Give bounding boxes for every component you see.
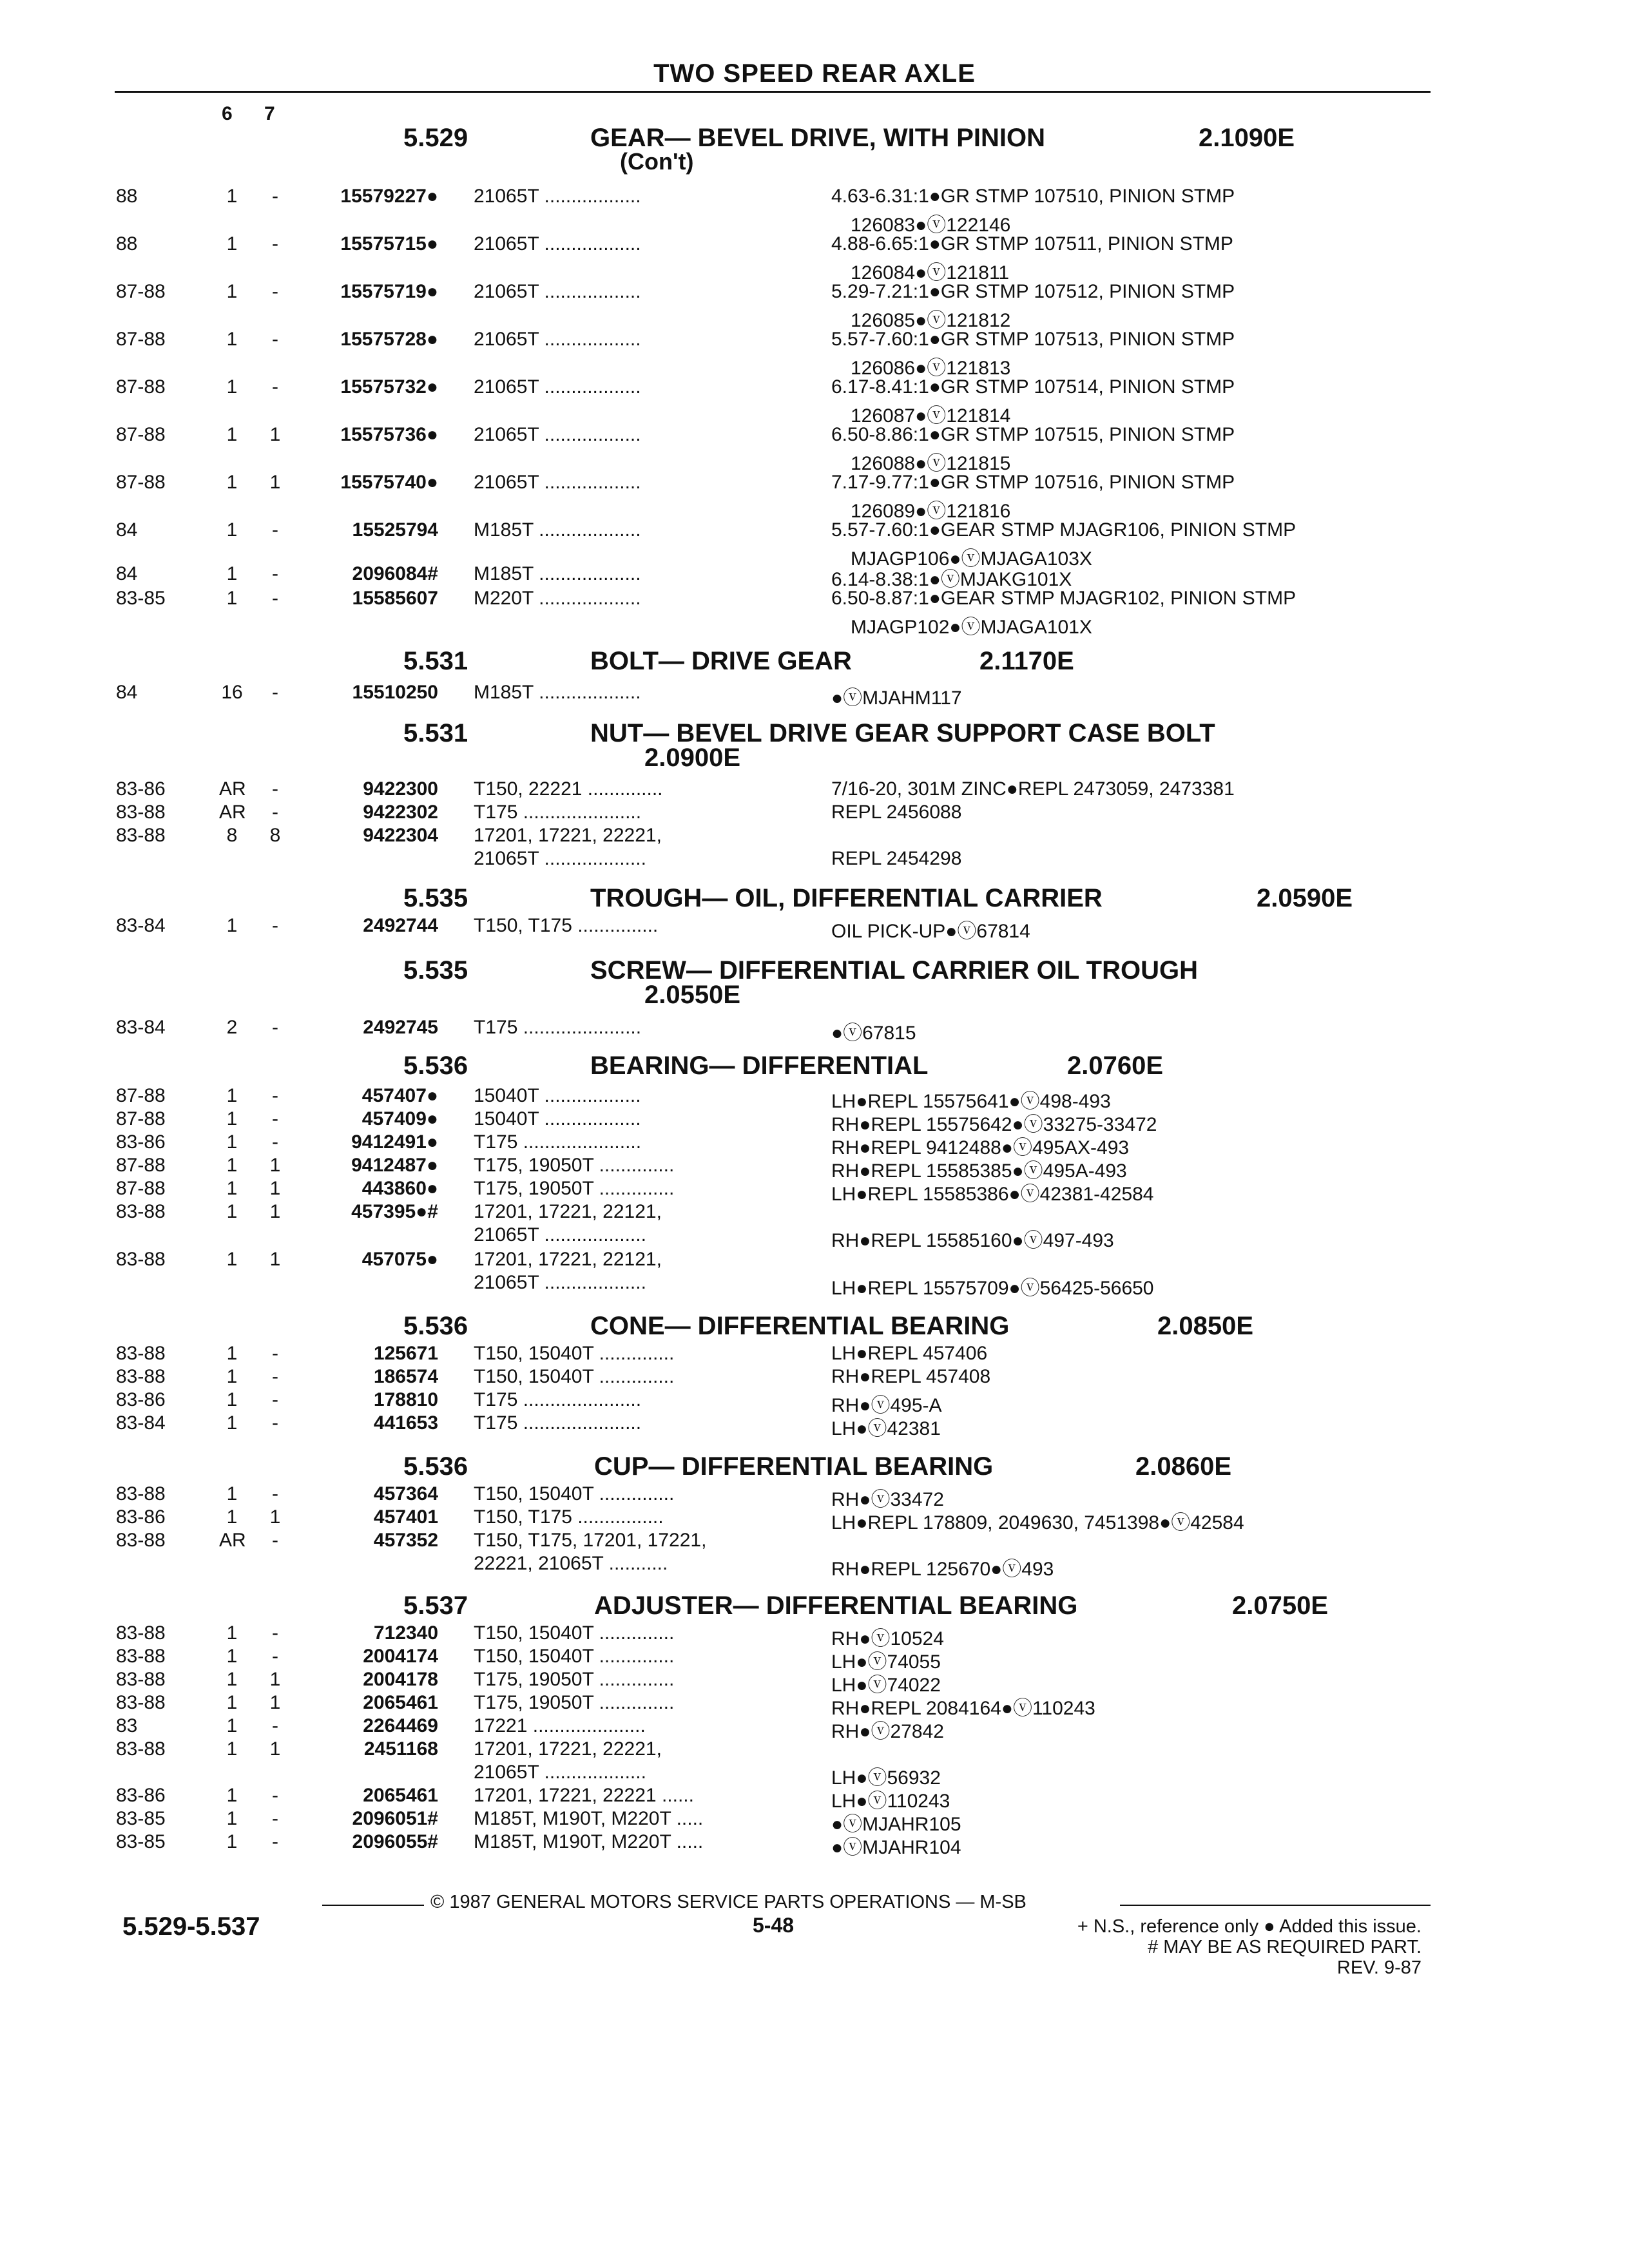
qty-7: -	[272, 1715, 278, 1736]
model-usage: 21065T ...................	[474, 848, 646, 869]
column-header-6: 6	[222, 103, 233, 124]
description: ●ⓥ67815	[831, 1023, 916, 1044]
model-year: 87-88	[116, 472, 166, 493]
part-number: 2004174	[363, 1646, 438, 1667]
qty-7: 1	[269, 1669, 281, 1690]
section-number: 5.529	[403, 124, 468, 152]
qty-7: -	[272, 1085, 278, 1106]
qty-6: 1	[226, 1155, 238, 1176]
description: RH●REPL 15575642●ⓥ33275-33472	[831, 1114, 1157, 1135]
section-number: 5.537	[403, 1591, 468, 1620]
section-code: 2.0750E	[1232, 1591, 1329, 1620]
model-usage: T150, T175 ...............	[474, 915, 659, 936]
qty-7: 1	[269, 1738, 281, 1760]
description: RH●REPL 9412488●ⓥ495AX-493	[831, 1137, 1130, 1158]
qty-6: 1	[226, 519, 238, 541]
footer-copyright: © 1987 GENERAL MOTORS SERVICE PARTS OPERATIONS — M-SB	[430, 1892, 1027, 1912]
part-number: 15585607	[352, 588, 438, 609]
qty-7: 1	[269, 1155, 281, 1176]
description-continued: 126083●ⓥ122146	[851, 215, 1011, 236]
description: REPL 2456088	[831, 802, 962, 823]
part-number: 9412491●	[351, 1131, 438, 1153]
model-usage: M220T ...................	[474, 588, 641, 609]
part-number: 2492745	[363, 1017, 438, 1038]
header-rule	[115, 91, 1431, 93]
qty-6: 2	[226, 1017, 238, 1038]
description: 4.88-6.65:1●GR STMP 107511, PINION STMP	[831, 233, 1233, 255]
qty-7: -	[272, 1108, 278, 1129]
model-usage: T150, 22221 ..............	[474, 778, 663, 800]
description: LH●ⓥ42381	[831, 1418, 941, 1439]
qty-7: -	[272, 1366, 278, 1387]
qty-7: -	[272, 1808, 278, 1829]
description: RH●REPL 2084164●ⓥ110243	[831, 1698, 1095, 1719]
footer-rule-right	[1120, 1905, 1431, 1906]
model-usage: 21065T ..................	[474, 472, 641, 493]
qty-6: 1	[226, 1201, 238, 1222]
model-usage: T175, 19050T ..............	[474, 1692, 675, 1713]
footer-revision: REV. 9-87	[1336, 1957, 1422, 1978]
description: 5.57-7.60:1●GEAR STMP MJAGR106, PINION STMP	[831, 519, 1296, 541]
footer-note-added: + N.S., reference only ● Added this issue.	[1077, 1916, 1422, 1937]
model-year: 83-88	[116, 1692, 166, 1713]
qty-6: 1	[226, 1085, 238, 1106]
model-year: 83-88	[116, 1343, 166, 1364]
model-year: 88	[116, 233, 138, 255]
model-year: 83-84	[116, 1412, 166, 1434]
model-year: 83-88	[116, 825, 166, 846]
part-number: 15510250	[352, 682, 438, 703]
qty-7: 8	[269, 825, 281, 846]
model-year: 84	[116, 519, 138, 541]
part-number: 15575732●	[340, 376, 438, 398]
qty-7: -	[272, 281, 278, 302]
qty-7: -	[272, 376, 278, 398]
qty-6: 1	[226, 1483, 238, 1504]
page-title: TWO SPEED REAR AXLE	[653, 59, 976, 88]
part-number: 712340	[373, 1622, 438, 1644]
footer-section-range: 5.529-5.537	[122, 1912, 260, 1941]
qty-6: 1	[226, 1808, 238, 1829]
qty-7: 1	[269, 424, 281, 445]
part-number: 457401	[373, 1506, 438, 1528]
part-number: 457352	[373, 1530, 438, 1551]
qty-6: 1	[226, 563, 238, 584]
model-year: 87-88	[116, 281, 166, 302]
qty-7: -	[272, 802, 278, 823]
description: ●ⓥMJAHM117	[831, 687, 962, 709]
model-usage: T150, 15040T ..............	[474, 1622, 675, 1644]
qty-6: 1	[226, 1506, 238, 1528]
description: 6.50-8.86:1●GR STMP 107515, PINION STMP	[831, 424, 1235, 445]
description: LH●REPL 457406	[831, 1343, 988, 1364]
model-year: 83-86	[116, 1131, 166, 1153]
model-usage: T150, T175 ................	[474, 1506, 664, 1528]
model-year: 83-86	[116, 1389, 166, 1410]
description: LH●REPL 15575641●ⓥ498-493	[831, 1091, 1111, 1112]
model-usage: 21065T ...................	[474, 1762, 646, 1783]
section-name: BEARING— DIFFERENTIAL	[590, 1052, 929, 1080]
model-usage: T175, 19050T ..............	[474, 1155, 675, 1176]
model-usage: 22221, 21065T ...........	[474, 1553, 668, 1574]
qty-6: 1	[226, 1646, 238, 1667]
description: LH●ⓥ74022	[831, 1675, 941, 1696]
model-usage: 21065T ...................	[474, 1272, 646, 1293]
part-number: 457395●#	[351, 1201, 438, 1222]
part-number: 9422304	[363, 825, 438, 846]
qty-7: -	[272, 233, 278, 255]
part-number: 15579227●	[340, 186, 438, 207]
qty-6: 1	[226, 1412, 238, 1434]
qty-6: 1	[226, 1785, 238, 1806]
part-number: 443860●	[361, 1178, 438, 1199]
description: RH●REPL 125670●ⓥ493	[831, 1559, 1054, 1580]
qty-6: AR	[219, 802, 246, 823]
section-code: 2.0850E	[1157, 1312, 1254, 1340]
section-name: ADJUSTER— DIFFERENTIAL BEARING	[594, 1591, 1078, 1620]
model-year: 83-88	[116, 1483, 166, 1504]
part-number: 2096084#	[352, 563, 438, 584]
model-year: 83-86	[116, 778, 166, 800]
footer-rule-left	[322, 1905, 424, 1906]
qty-6: 1	[226, 1715, 238, 1736]
model-usage: M185T, M190T, M220T .....	[474, 1831, 704, 1852]
model-usage: 21065T ..................	[474, 376, 641, 398]
qty-7: -	[272, 1646, 278, 1667]
part-number: 441653	[373, 1412, 438, 1434]
model-usage: T175 ......................	[474, 1131, 642, 1153]
qty-7: -	[272, 778, 278, 800]
qty-6: AR	[219, 778, 246, 800]
model-year: 88	[116, 186, 138, 207]
section-code: 2.0760E	[1067, 1052, 1164, 1080]
description: LH●REPL 178809, 2049630, 7451398●ⓥ42584	[831, 1512, 1244, 1533]
part-number: 457364	[373, 1483, 438, 1504]
part-number: 457409●	[361, 1108, 438, 1129]
qty-6: 1	[226, 1669, 238, 1690]
qty-6: 1	[226, 424, 238, 445]
model-usage: 21065T ..................	[474, 233, 641, 255]
model-usage: T150, 15040T ..............	[474, 1646, 675, 1667]
description: RH●ⓥ10524	[831, 1628, 944, 1649]
model-usage: 15040T ..................	[474, 1108, 641, 1129]
section-code: 2.1090E	[1199, 124, 1295, 152]
part-number: 2492744	[363, 915, 438, 936]
qty-7: -	[272, 563, 278, 584]
description: 7.17-9.77:1●GR STMP 107516, PINION STMP	[831, 472, 1235, 493]
qty-7: -	[272, 1017, 278, 1038]
section-name: TROUGH— OIL, DIFFERENTIAL CARRIER	[590, 884, 1103, 912]
qty-7: -	[272, 1412, 278, 1434]
qty-6: 1	[226, 1249, 238, 1270]
model-year: 83-85	[116, 588, 166, 609]
model-year: 87-88	[116, 329, 166, 350]
model-year: 83-84	[116, 915, 166, 936]
section-name: BOLT— DRIVE GEAR	[590, 647, 852, 675]
qty-7: -	[272, 519, 278, 541]
description-continued: MJAGP106●ⓥMJAGA103X	[851, 548, 1092, 570]
model-usage: T175 ......................	[474, 1389, 642, 1410]
qty-7: -	[272, 1622, 278, 1644]
qty-6: 1	[226, 915, 238, 936]
description: REPL 2454298	[831, 848, 962, 869]
qty-6: 1	[226, 1108, 238, 1129]
description-continued: 126087●ⓥ121814	[851, 405, 1011, 427]
description: 6.50-8.87:1●GEAR STMP MJAGR102, PINION STMP	[831, 588, 1296, 609]
description: LH●REPL 15575709●ⓥ56425-56650	[831, 1278, 1154, 1299]
qty-6: 1	[226, 1178, 238, 1199]
part-number: 125671	[373, 1343, 438, 1364]
qty-6: 1	[226, 329, 238, 350]
part-number: 15525794	[352, 519, 438, 541]
section-name: GEAR— BEVEL DRIVE, WITH PINION	[590, 124, 1045, 152]
model-year: 83-86	[116, 1785, 166, 1806]
model-year: 83-88	[116, 1201, 166, 1222]
column-header-7: 7	[264, 103, 275, 124]
section-name: NUT— BEVEL DRIVE GEAR SUPPORT CASE BOLT	[590, 719, 1215, 747]
description: ●ⓥMJAHR104	[831, 1837, 961, 1858]
section-name: CUP— DIFFERENTIAL BEARING	[594, 1452, 994, 1481]
description: LH●ⓥ110243	[831, 1791, 950, 1812]
qty-6: 1	[226, 376, 238, 398]
qty-6: 1	[226, 1692, 238, 1713]
description-continued: 126085●ⓥ121812	[851, 310, 1011, 331]
model-usage: 17201, 17221, 22221,	[474, 825, 662, 846]
model-usage: M185T, M190T, M220T .....	[474, 1808, 704, 1829]
model-year: 87-88	[116, 376, 166, 398]
section-continued: (Con't)	[620, 148, 694, 175]
section-name: SCREW— DIFFERENTIAL CARRIER OIL TROUGH	[590, 956, 1198, 985]
part-number: 2065461	[363, 1692, 438, 1713]
part-number: 186574	[373, 1366, 438, 1387]
description-continued: 126086●ⓥ121813	[851, 358, 1011, 379]
description: RH●REPL 457408	[831, 1366, 991, 1387]
qty-6: 1	[226, 1831, 238, 1852]
model-year: 83-88	[116, 1622, 166, 1644]
model-usage: T175 ......................	[474, 1412, 642, 1434]
description: OIL PICK-UP●ⓥ67814	[831, 921, 1030, 942]
qty-6: 16	[221, 682, 243, 703]
description: RH●ⓥ27842	[831, 1721, 944, 1742]
model-usage: T175 ......................	[474, 802, 642, 823]
model-year: 83-88	[116, 1366, 166, 1387]
qty-7: -	[272, 682, 278, 703]
description: RH●REPL 15585385●ⓥ495A-493	[831, 1160, 1127, 1182]
model-usage: 21065T ..................	[474, 281, 641, 302]
qty-7: -	[272, 1131, 278, 1153]
qty-7: -	[272, 329, 278, 350]
part-number: 2096055#	[352, 1831, 438, 1852]
qty-7: -	[272, 1530, 278, 1551]
part-number: 15575719●	[340, 281, 438, 302]
qty-7: -	[272, 1483, 278, 1504]
qty-7: -	[272, 1831, 278, 1852]
section-code: 2.0590E	[1257, 884, 1353, 912]
model-usage: T175, 19050T ..............	[474, 1669, 675, 1690]
model-usage: T175, 19050T ..............	[474, 1178, 675, 1199]
section-number: 5.535	[403, 956, 468, 985]
qty-6: 1	[226, 1343, 238, 1364]
qty-7: -	[272, 186, 278, 207]
model-usage: M185T ...................	[474, 682, 641, 703]
model-year: 83-85	[116, 1831, 166, 1852]
qty-7: -	[272, 1343, 278, 1364]
model-usage: 17201, 17221, 22221 ......	[474, 1785, 694, 1806]
model-usage: 17201, 17221, 22121,	[474, 1249, 662, 1270]
description: 7/16-20, 301M ZINC●REPL 2473059, 2473381	[831, 778, 1235, 800]
section-number: 5.531	[403, 719, 468, 747]
model-usage: 21065T ..................	[474, 424, 641, 445]
part-number: 15575736●	[340, 424, 438, 445]
model-year: 83-88	[116, 1646, 166, 1667]
qty-7: 1	[269, 472, 281, 493]
qty-6: 1	[226, 233, 238, 255]
model-year: 83-88	[116, 1530, 166, 1551]
qty-6: 1	[226, 1389, 238, 1410]
model-year: 83-88	[116, 1669, 166, 1690]
model-year: 87-88	[116, 1108, 166, 1129]
model-usage: T175 ......................	[474, 1017, 642, 1038]
qty-6: 1	[226, 472, 238, 493]
description: 5.57-7.60:1●GR STMP 107513, PINION STMP	[831, 329, 1235, 350]
footer-note-as-required: # MAY BE AS REQUIRED PART.	[1148, 1937, 1422, 1957]
qty-7: 1	[269, 1201, 281, 1222]
qty-6: 1	[226, 588, 238, 609]
description-continued: 126089●ⓥ121816	[851, 501, 1011, 522]
part-number: 9412487●	[351, 1155, 438, 1176]
description: RH●REPL 15585160●ⓥ497-493	[831, 1230, 1114, 1251]
model-usage: 21065T ...................	[474, 1224, 646, 1245]
model-usage: M185T ...................	[474, 519, 641, 541]
qty-7: 1	[269, 1178, 281, 1199]
section-number: 5.536	[403, 1452, 468, 1481]
model-year: 83	[116, 1715, 138, 1736]
description: 6.14-8.38:1●ⓥMJAKG101X	[831, 569, 1072, 590]
qty-6: 1	[226, 1366, 238, 1387]
description-continued: 126084●ⓥ121811	[851, 262, 1010, 284]
qty-7: -	[272, 588, 278, 609]
description: ●ⓥMJAHR105	[831, 1814, 961, 1835]
qty-6: 1	[226, 1131, 238, 1153]
model-usage: T150, 15040T ..............	[474, 1366, 675, 1387]
description: 5.29-7.21:1●GR STMP 107512, PINION STMP	[831, 281, 1235, 302]
qty-6: 1	[226, 186, 238, 207]
section-number: 5.531	[403, 647, 468, 675]
model-year: 83-86	[116, 1506, 166, 1528]
qty-7: -	[272, 1785, 278, 1806]
model-year: 83-88	[116, 1249, 166, 1270]
model-usage: 17221 .....................	[474, 1715, 646, 1736]
model-usage: 21065T ..................	[474, 329, 641, 350]
model-year: 83-85	[116, 1808, 166, 1829]
model-usage: T150, 15040T ..............	[474, 1483, 675, 1504]
description: RH●ⓥ495-A	[831, 1395, 942, 1416]
part-number: 2004178	[363, 1669, 438, 1690]
description: 6.17-8.41:1●GR STMP 107514, PINION STMP	[831, 376, 1235, 398]
qty-7: 1	[269, 1506, 281, 1528]
model-usage: T150, 15040T ..............	[474, 1343, 675, 1364]
qty-7: 1	[269, 1249, 281, 1270]
model-year: 87-88	[116, 1085, 166, 1106]
part-number: 2451168	[363, 1738, 438, 1760]
qty-6: 1	[226, 1622, 238, 1644]
qty-6: 8	[226, 825, 238, 846]
qty-6: AR	[219, 1530, 246, 1551]
section-code: 2.0860E	[1135, 1452, 1232, 1481]
description: RH●ⓥ33472	[831, 1489, 944, 1510]
part-number: 2264469	[363, 1715, 438, 1736]
part-number: 9422302	[363, 802, 438, 823]
description: LH●ⓥ56932	[831, 1767, 941, 1789]
description-continued: MJAGP102●ⓥMJAGA101X	[851, 617, 1092, 638]
section-code: 2.0900E	[644, 744, 741, 772]
qty-6: 1	[226, 281, 238, 302]
model-year: 87-88	[116, 424, 166, 445]
footer-page-number: 5-48	[753, 1914, 795, 1937]
description-continued: 126088●ⓥ121815	[851, 453, 1011, 474]
model-usage: 17201, 17221, 22221,	[474, 1738, 662, 1760]
model-year: 83-88	[116, 1738, 166, 1760]
description: LH●REPL 15585386●ⓥ42381-42584	[831, 1184, 1154, 1205]
part-number: 9422300	[363, 778, 438, 800]
section-name: CONE— DIFFERENTIAL BEARING	[590, 1312, 1010, 1340]
part-number: 2065461	[363, 1785, 438, 1806]
part-number: 15575728●	[340, 329, 438, 350]
model-usage: T150, T175, 17201, 17221,	[474, 1530, 707, 1551]
description: 4.63-6.31:1●GR STMP 107510, PINION STMP	[831, 186, 1235, 207]
model-year: 83-84	[116, 1017, 166, 1038]
model-year: 84	[116, 563, 138, 584]
model-year: 87-88	[116, 1155, 166, 1176]
part-number: 15575740●	[340, 472, 438, 493]
part-number: 457075●	[361, 1249, 438, 1270]
section-code: 2.0550E	[644, 981, 741, 1009]
part-number: 15575715●	[340, 233, 438, 255]
qty-7: -	[272, 915, 278, 936]
model-year: 83-88	[116, 802, 166, 823]
qty-6: 1	[226, 1738, 238, 1760]
part-number: 2096051#	[352, 1808, 438, 1829]
part-number: 178810	[373, 1389, 438, 1410]
part-number: 457407●	[361, 1085, 438, 1106]
description: LH●ⓥ74055	[831, 1651, 941, 1673]
qty-7: 1	[269, 1692, 281, 1713]
section-code: 2.1170E	[979, 647, 1074, 675]
model-year: 84	[116, 682, 138, 703]
section-number: 5.536	[403, 1052, 468, 1080]
section-number: 5.535	[403, 884, 468, 912]
model-usage: 21065T ..................	[474, 186, 641, 207]
qty-7: -	[272, 1389, 278, 1410]
model-usage: 17201, 17221, 22121,	[474, 1201, 662, 1222]
model-usage: 15040T ..................	[474, 1085, 641, 1106]
model-usage: M185T ...................	[474, 563, 641, 584]
model-year: 87-88	[116, 1178, 166, 1199]
section-number: 5.536	[403, 1312, 468, 1340]
